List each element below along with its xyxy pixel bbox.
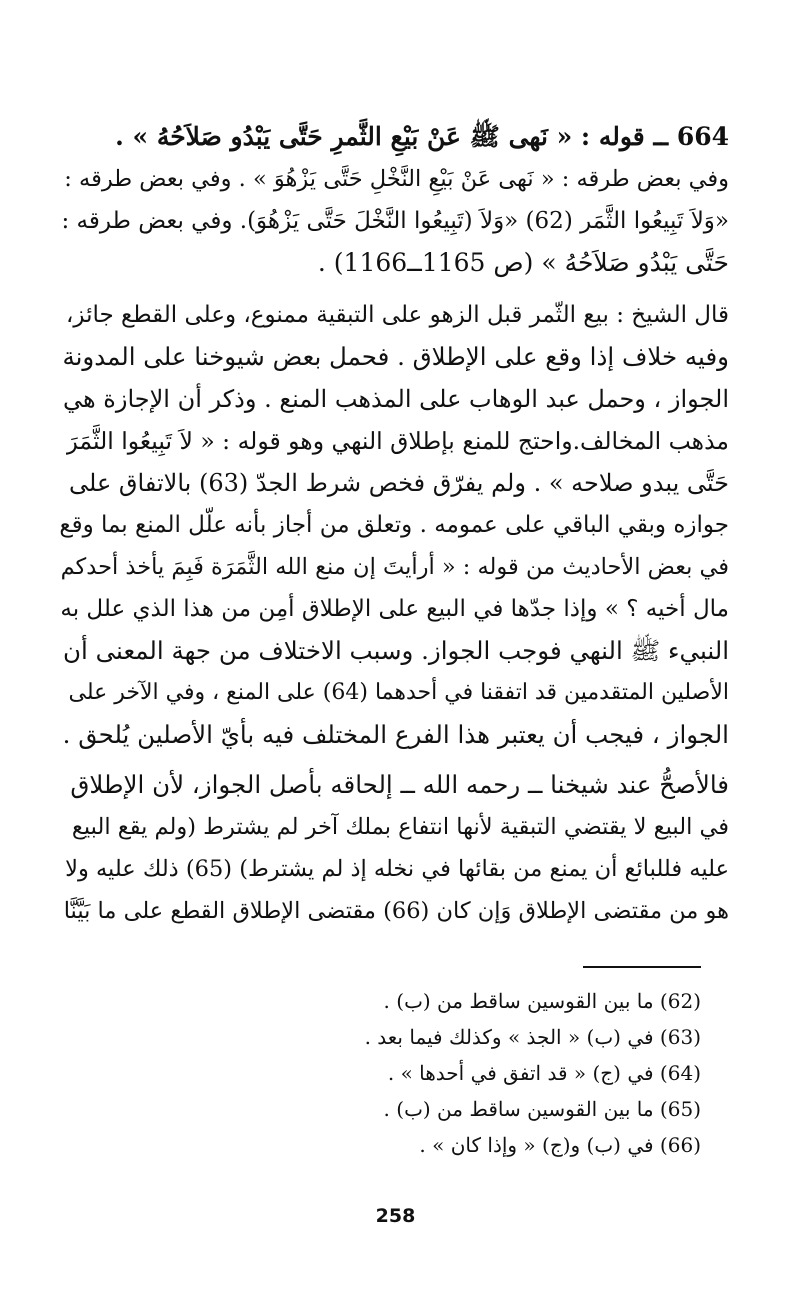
body-line: مذهب المخالف.واحتج للمنع بإطلاق النهي وهو قوله : « لاَ تَبِيعُوا الثَّمَرَ [66,427,729,455]
footnote: (66) في (ب) و(ج) « وإذا كان » . [419,1133,701,1157]
footnote: (62) ما بين القوسين ساقط من (ب) . [383,989,701,1013]
body-line: حَتَّى يبدو صلاحه » . ولم يفرّق فخص شرط الجدّ (63) بالاتفاق على [69,469,729,497]
entry-line: وفي بعض طرقه : « نَهى عَنْ بَيْعِ النَّخْلِ حَتَّى يَزْهُوَ » . وفي بعض طرقه : [64,166,729,192]
footnote: (63) في (ب) « الجذ » وكذلك فيما بعد . [364,1025,701,1049]
body-line: الجواز ، فيجب أن يعتبر هذا الفرع المختلف فيه بأيّ الأصلين يُلحق . [62,720,729,749]
page-number: 258 [375,1205,416,1227]
body-line: النبيء ﷺ النهي فوجب الجواز. وسبب الاختلاف من جهة المعنى أن [63,636,729,665]
entry-line: «وَلاَ تَبِيعُوا الثَّمَر (62) «وَلاَ (تَبِيعُوا النَّخْلَ حَتَّى يَزْهُوَ). وفي بعض طرقه : [61,208,729,234]
body-line: مال أخيه ؟ » وإذا جدّها في البيع على الإطلاق أمِن من هذا الذي علل به [60,596,729,622]
body-line: وفيه خلاف إذا وقع على الإطلاق . فحمل بعض شيوخنا على المدونة [62,342,729,371]
body-line: في بعض الأحاديث من قوله : « أرأيتَ إن منع الله الثَّمَرَة فَبِمَ يأخذ أحدكم [60,554,729,580]
footnote-separator [583,966,701,968]
body-line: هو من مقتضى الإطلاق وَإن كان (66) مقتضى الإطلاق القطع على ما بَيَّنَّا [63,898,729,924]
entry-line: حَتَّى يَبْدُو صَلاَحُهُ » (ص 1165ــ1166) . [317,248,729,277]
footnote: (64) في (ج) « قد اتفق في أحدها » . [387,1061,701,1085]
body-line: جوازه وبقي الباقي على عمومه . وتعلق من أجاز بأنه علّل المنع بما وقع [59,512,729,538]
body-line: في البيع لا يقتضي التبقية لأنها انتفاع بملك آخر لم يشترط (ولم يقع البيع [71,814,729,840]
body-line: عليه فللبائع أن يمنع من بقائها في نخله إذ لم يشترط) (65) ذلك عليه ولا [65,856,729,882]
entry-line: 664 ــ قوله : « نَهى ﷺ عَنْ بَيْعِ الثَّمرِ حَتَّى يَبْدُو صَلاَحُهُ » . [115,122,729,151]
body-line: الأصلين المتقدمين قد اتفقنا في أحدهما (64) على المنع ، وفي الآخر على [68,680,729,705]
body-line: قال الشيخ : بيع الثّمر قبل الزهو على التبقية ممنوع، وعلى القطع جائز، [65,302,729,328]
body-line: الجواز ، وحمل عبد الوهاب على المذهب المنع . وذكر أن الإجازة هي [62,385,729,413]
body-line: فالأصحُّ عند شيخنا ــ رحمه الله ــ إلحاقه بأصل الجواز، لأن الإطلاق [70,770,729,799]
footnote: (65) ما بين القوسين ساقط من (ب) . [383,1097,701,1121]
